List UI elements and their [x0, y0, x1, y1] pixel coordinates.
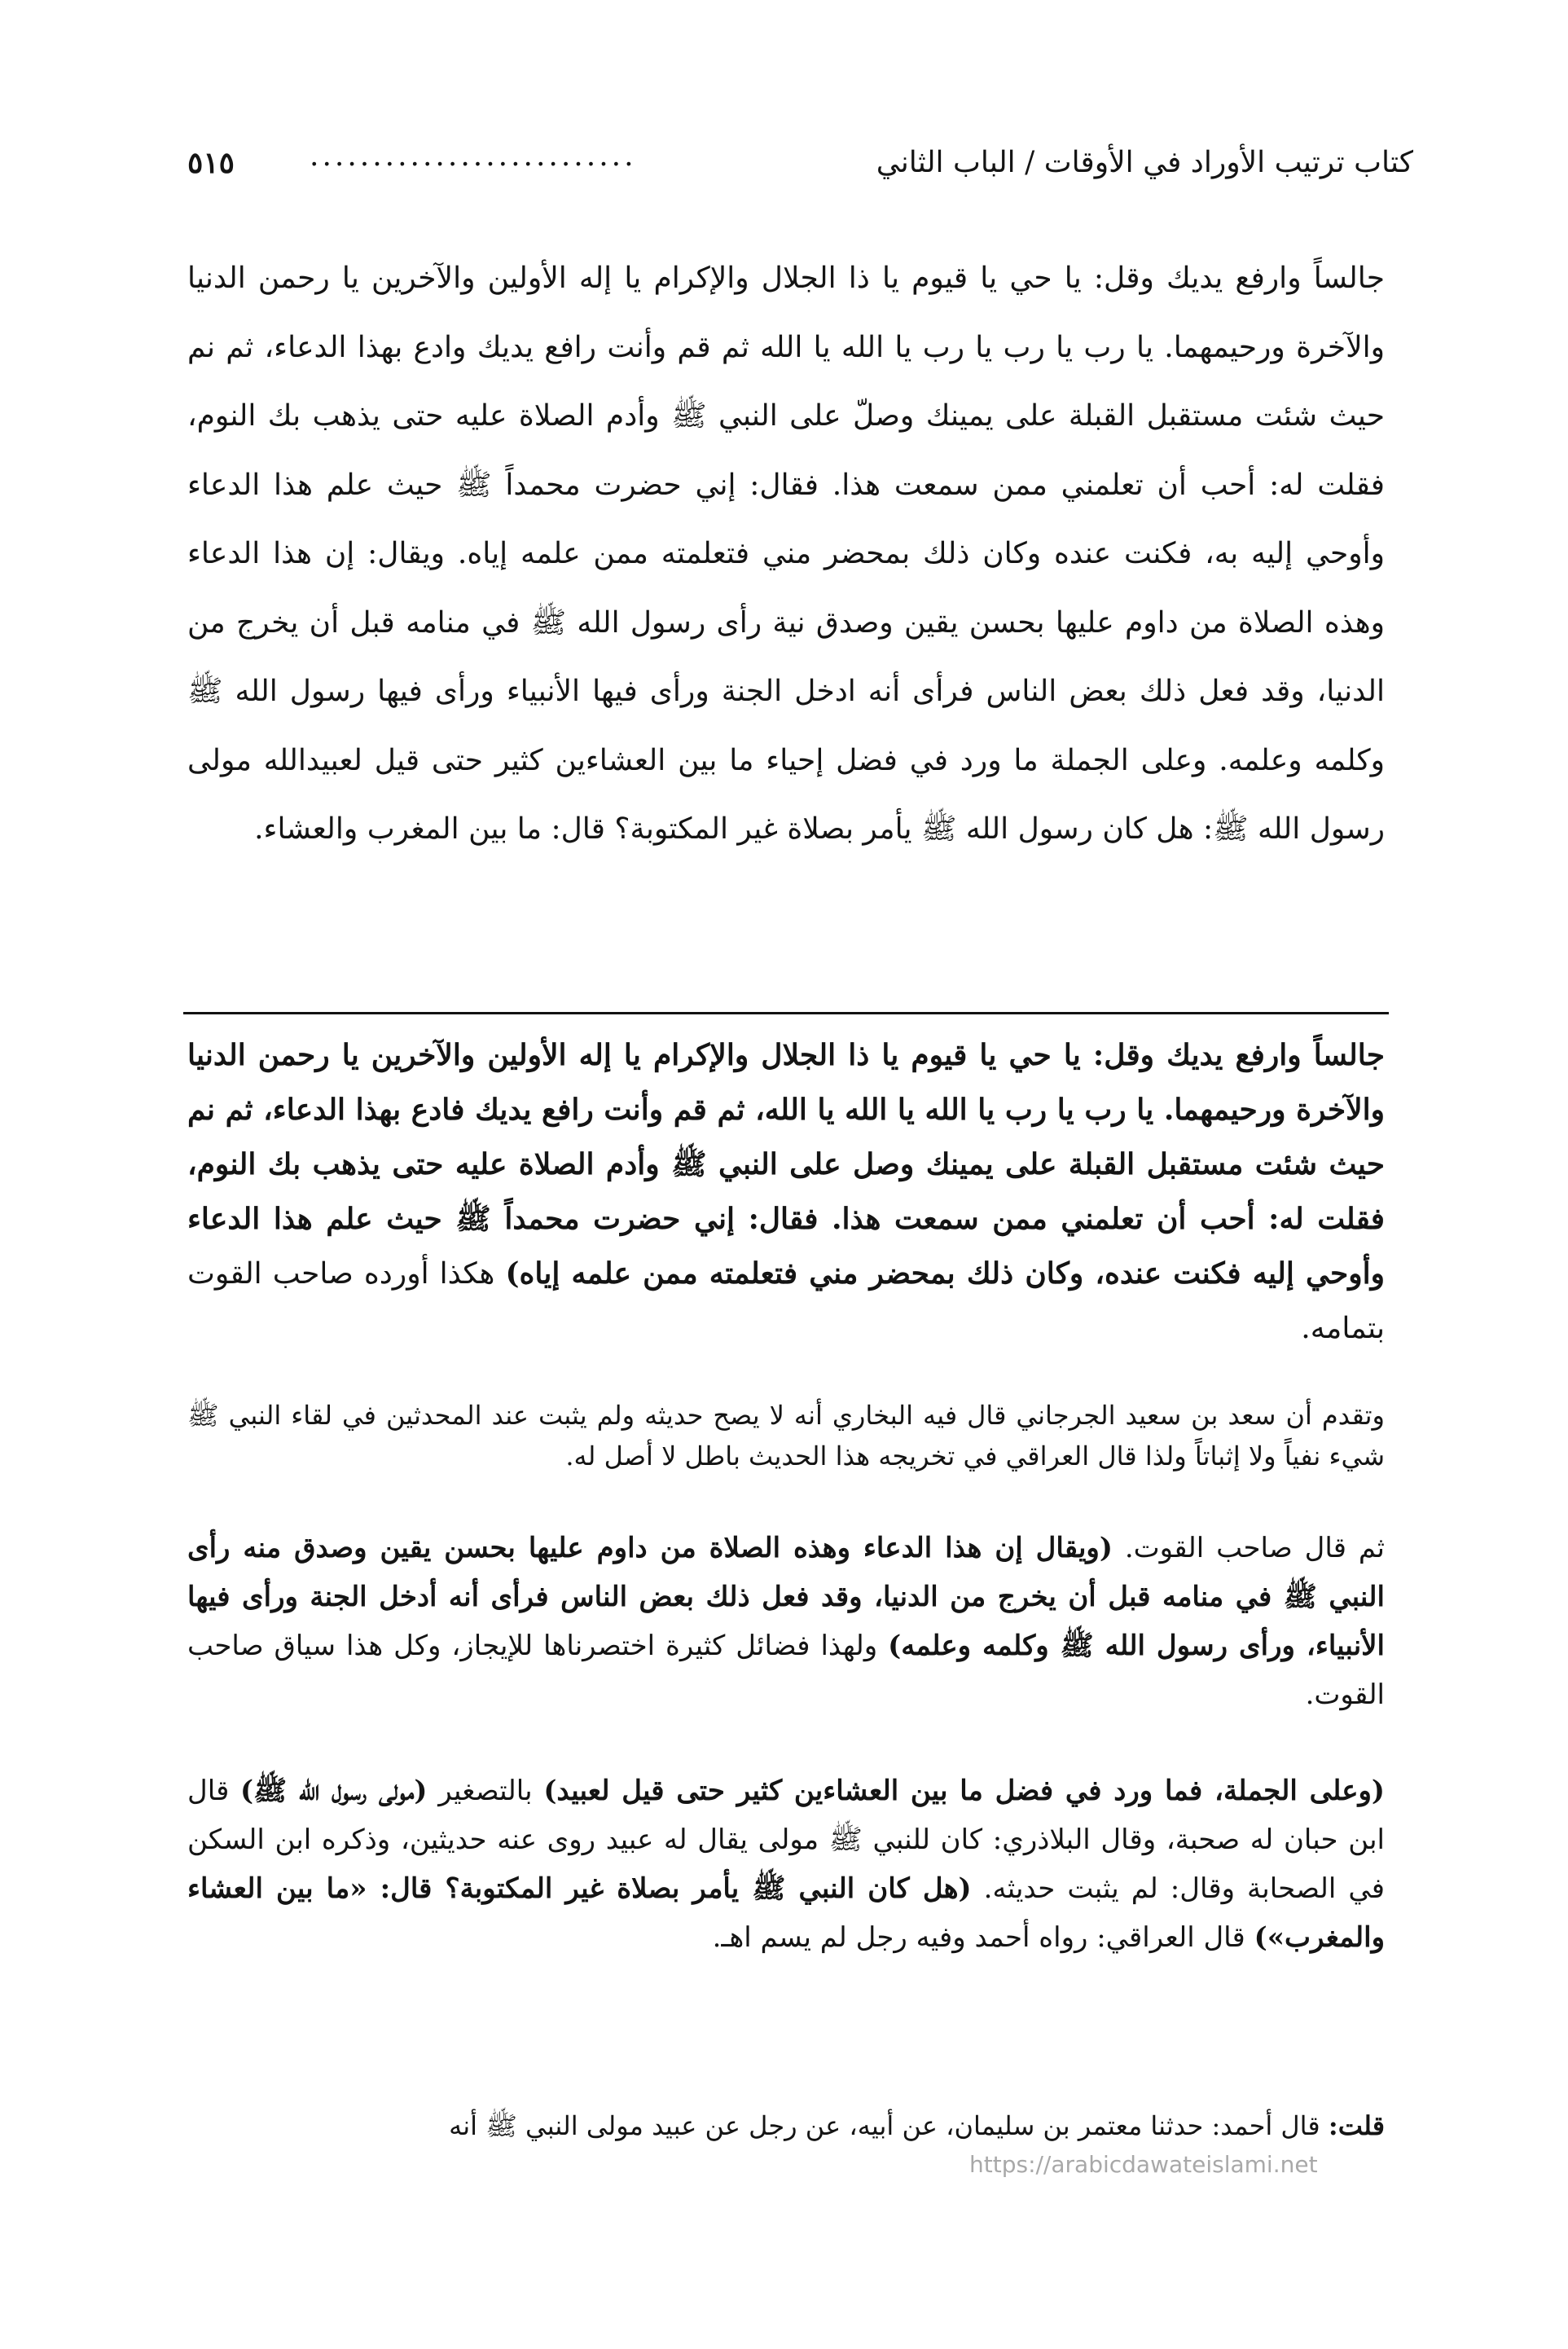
quoted-text-bold: قلت: — [1328, 2110, 1385, 2141]
commentary-paragraph-2 — [187, 1395, 1385, 1476]
commentary-paragraph-5 — [187, 2104, 1385, 2148]
commentary-text: قال أحمد: حدثنا معتمر بن سليمان، عن أبيه، عن رجل عن عبيد مولى النبي ﷺ أنه — [449, 2110, 1329, 2141]
quoted-text-bold: (ويقال إن هذا الدعاء وهذه الصلاة من داوم عليها بحسن يقين وصدق منه رأى النبي ﷺ في منامه قبل أن يخرج من الدنيا، وقد فعل ذلك بعض الناس فرأى أنه أدخل الجنة ورأى فيها الأنبياء، ورأى رسول الله ﷺ وكلمه وعلمه) — [187, 1532, 1385, 1662]
page-number: ٥١٥ — [187, 146, 235, 180]
commentary-paragraph-3 — [187, 1524, 1385, 1719]
running-header — [163, 130, 1413, 196]
quoted-text-bold: جالساً وارفع يديك وقل: يا حي يا قيوم يا ذا الجلال والإكرام يا إله الأولين والآخرين يا رحمن الدنيا والآخرة ورحيمهما. يا رب يا رب يا الله يا الله يا الله، ثم قم وأنت رافع يديك فادع بهذا الدعاء، ثم نم حيث شئت مستقبل القبلة على يمينك وصل على النبي ﷺ وأدم الصلاة عليه حتى يذهب بك النوم، فقلت له: أحب أن تعلمني ممن سمعت هذا. فقال: إني حضرت محمداً ﷺ حيث علم هذا الدعاء وأوحي إليه فكنت عنده، وكان ذلك بمحضر مني فتعلمته ممن علمه إياه) — [187, 1038, 1386, 1291]
header-leader-dots: .......................... — [310, 139, 637, 173]
header-title: كتاب ترتيب الأوراد في الأوقات / الباب الثاني — [876, 146, 1413, 179]
commentary-text: ثم قال صاحب القوت. — [1112, 1532, 1385, 1564]
commentary-text: هكذا أورده صاحب القوت بتمامه. — [187, 1257, 1385, 1345]
commentary-text: قال ابن حبان له صحبة، وقال البلاذري: كان للنبي ﷺ مولى يقال له عبيد روى عنه حديثين، وذكره ابن السكن في الصحابة وقال: لم يثبت حديثه. — [187, 1775, 1385, 1905]
commentary-text: ولهذا فضائل كثيرة اختصرناها للإيجاز، وكل هذا سياق صاحب القوت. — [187, 1630, 1385, 1711]
quoted-text-bold: (وعلى الجملة، فما ورد في فضل ما بين العشاءين كثير حتى قيل لعبيد) — [543, 1775, 1385, 1807]
commentary-text: بالتصغير — [427, 1775, 544, 1807]
separator-rule — [183, 1012, 1389, 1014]
commentary-paragraph-4 — [187, 1766, 1385, 1962]
commentary-paragraph-1 — [187, 1028, 1385, 1356]
quoted-text-bold: (مولى رسول الله ﷺ) — [240, 1775, 428, 1807]
commentary-text: وتقدم أن سعد بن سعيد الجرجاني قال فيه البخاري أنه لا يصح حديثه ولم يثبت عند المحدثين في لقاء النبي ﷺ شيء نفياً ولا إثباتاً ولذا قال العراقي في تخريجه هذا الحديث باطل لا أصل له. — [187, 1400, 1385, 1471]
commentary-text: قال العراقي: رواه أحمد وفيه رجل لم يسم اهـ. — [712, 1921, 1254, 1954]
quoted-text-bold: (هل كان النبي ﷺ يأمر بصلاة غير المكتوبة؟ قال: «ما بين العشاء والمغرب») — [187, 1872, 1385, 1954]
main-text: جالساً وارفع يديك وقل: يا حي يا قيوم يا ذا الجلال والإكرام يا إله الأولين والآخرين يا رحمن الدنيا والآخرة ورحيمهما. يا رب يا رب يا رب يا الله يا الله ثم قم وأنت رافع يديك وادع بهذا الدعاء، ثم نم حيث شئت مستقبل القبلة على يمينك وصلّ على النبي ﷺ وأدم الصلاة عليه حتى يذهب بك النوم، فقلت له: أحب أن تعلمني ممن سمعت هذا. فقال: إني حضرت محمداً ﷺ حيث علم هذا الدعاء وأوحي إليه به، فكنت عنده وكان ذلك بمحضر مني فتعلمته ممن علمه إياه. ويقال: إن هذا الدعاء وهذه الصلاة من داوم عليها بحسن يقين وصدق نية رأى رسول الله ﷺ في منامه قبل أن يخرج من الدنيا، وقد فعل ذلك بعض الناس فرأى أنه ادخل الجنة ورأى فيها الأنبياء ورأى فيها رسول الله ﷺ وكلمه وعلمه. وعلى الجملة ما ورد في فضل إحياء ما بين العشاءين كثير حتى قيل لعبيدالله مولى رسول الله ﷺ: هل كان رسول الله ﷺ يأمر بصلاة غير المكتوبة؟ قال: ما بين المغرب والعشاء. — [187, 262, 1385, 846]
watermark-url: https://arabicdawateislami.net — [969, 2151, 1318, 2178]
